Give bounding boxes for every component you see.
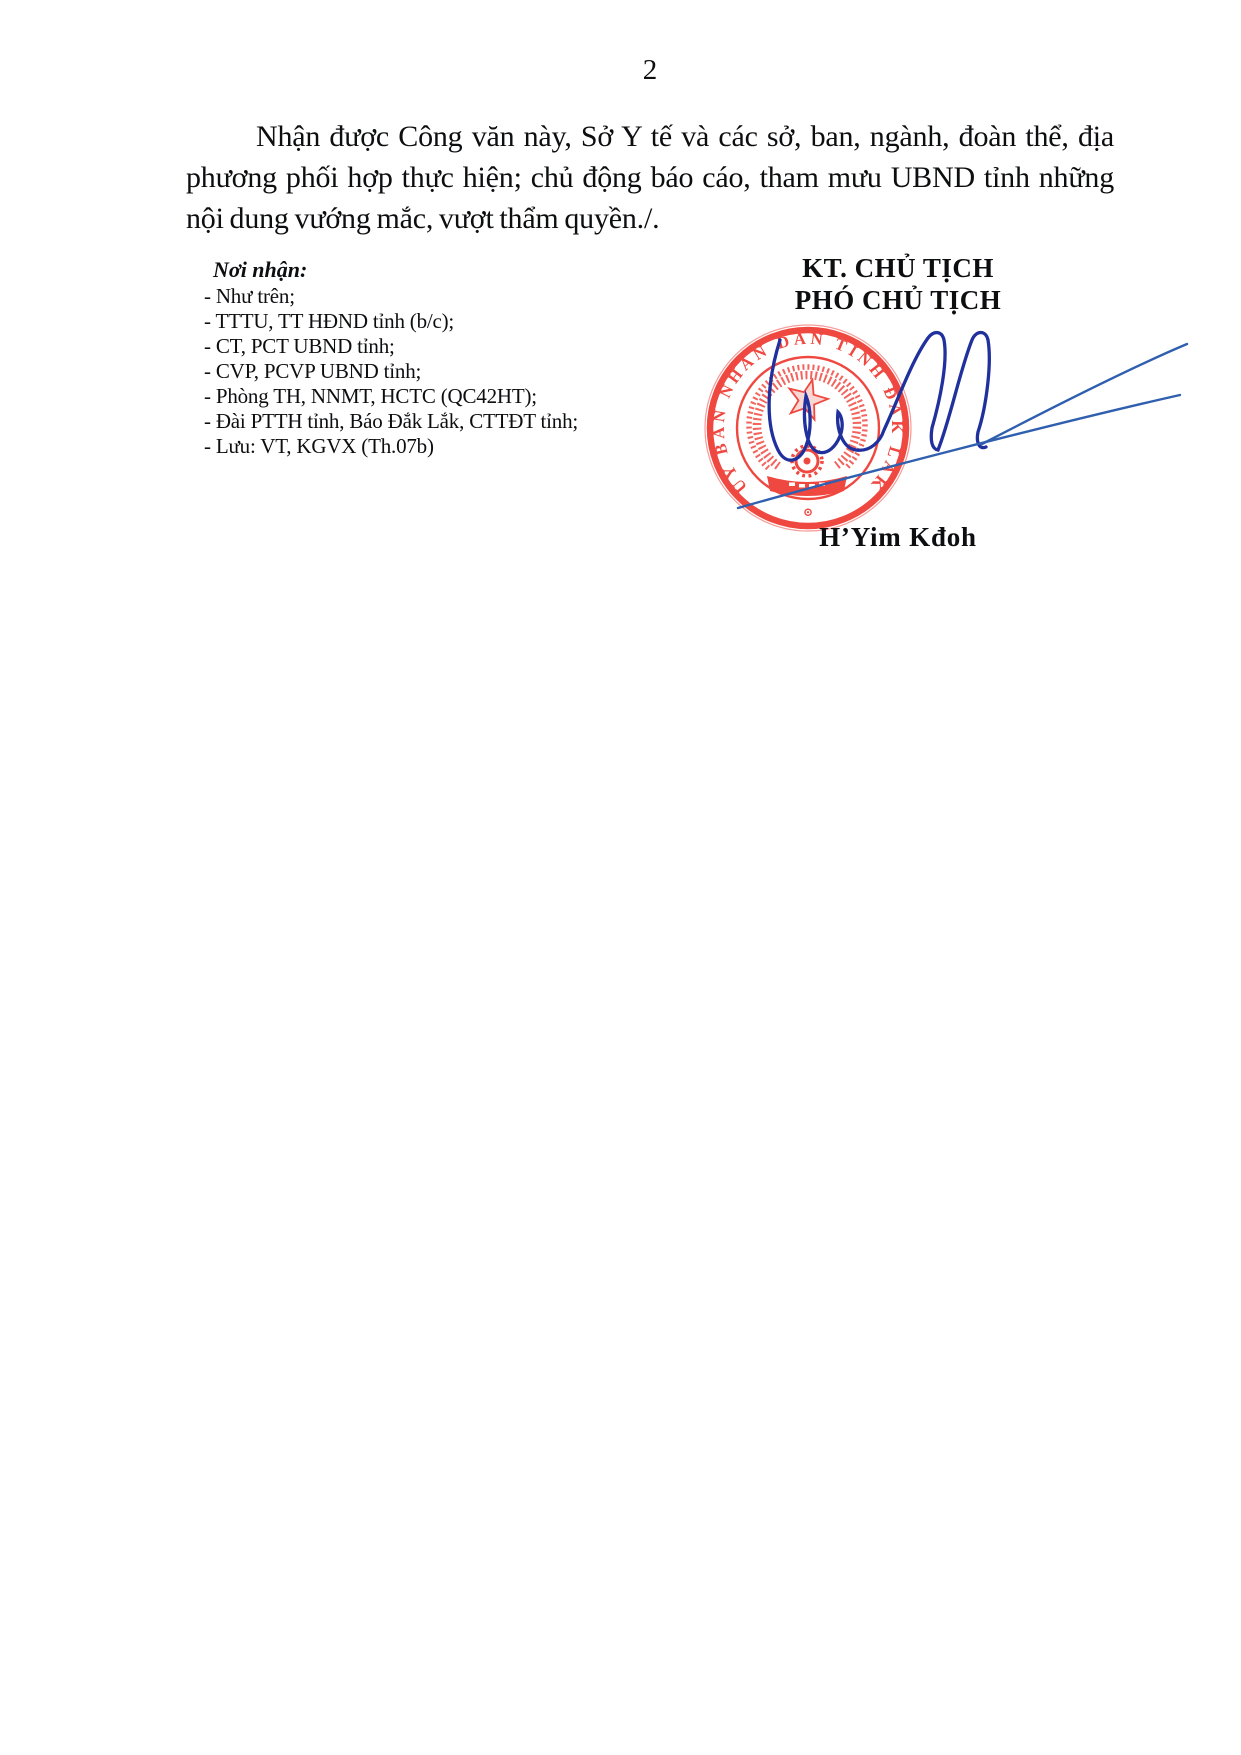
recipients-block — [204, 256, 674, 459]
recipient-item: - Phòng TH, NNMT, HCTC (QC42HT); — [204, 384, 537, 408]
recipient-item: - Đài PTTH tỉnh, Báo Đắk Lắk, CTTĐT tỉnh; — [204, 409, 579, 433]
recipients-heading: Nơi nhận: — [213, 257, 308, 282]
paragraph-line: nội dung vướng mắc, vượt thẩm quyền./. — [186, 202, 660, 235]
signature-title-position: PHÓ CHỦ TỊCH — [794, 285, 1002, 315]
recipient-item: - Lưu: VT, KGVX (Th.07b) — [204, 434, 434, 458]
signature-sweep-upper — [982, 344, 1187, 444]
signature-title-delegation: KT. CHỦ TỊCH — [802, 253, 994, 283]
signature-flourish — [769, 333, 989, 461]
seal-bottom-mark: ⊙ — [802, 505, 814, 519]
recipient-item: - CT, PCT UBND tỉnh; — [204, 334, 395, 358]
paragraph-line: phương phối hợp thực hiện; chủ động báo cáo, tham mưu UBND tỉnh những — [186, 161, 1114, 194]
signature-ink — [660, 300, 1210, 540]
body-paragraph — [186, 116, 1114, 239]
page-number: 2 — [642, 54, 658, 86]
signer-name: H’Yim Kđoh — [819, 522, 977, 552]
paragraph-line: Nhận được Công văn này, Sở Y tế và các sở, ban, ngành, đoàn thể, địa — [256, 120, 1114, 153]
recipient-item: - Như trên; — [204, 284, 295, 308]
recipient-item: - TTTU, TT HĐND tỉnh (b/c); — [204, 309, 455, 333]
recipient-item: - CVP, PCVP UBND tỉnh; — [204, 359, 422, 383]
seal-arc-text: ỦY BAN NHÂN DÂN TỈNH ĐẮK LẮK — [708, 328, 908, 497]
